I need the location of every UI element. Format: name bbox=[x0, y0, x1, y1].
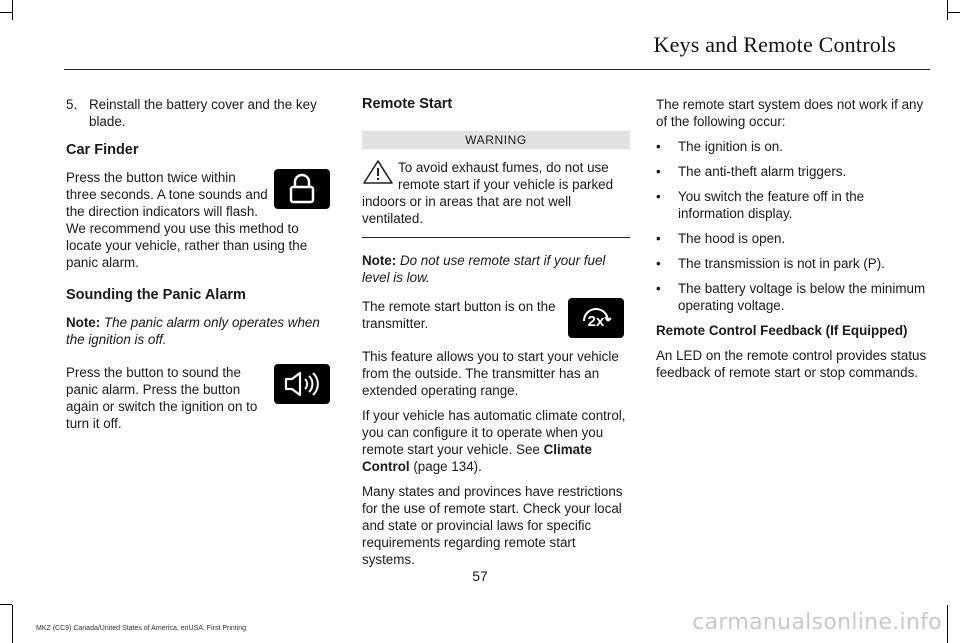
warning-banner: WARNING bbox=[362, 131, 630, 149]
header-rule bbox=[64, 69, 930, 70]
note-label: Note: bbox=[362, 253, 397, 268]
bullet: • bbox=[656, 231, 661, 246]
crop-mark-top-left-h bbox=[0, 12, 12, 13]
icon-label: 2x bbox=[587, 313, 605, 330]
remote-start-para-1: This feature allows you to start your vehicle from the outside. The transmitter has an extended operating range. bbox=[362, 349, 619, 398]
list-item-text: The ignition is on. bbox=[678, 139, 783, 154]
bullet: • bbox=[656, 189, 661, 204]
list-item bbox=[656, 163, 928, 180]
footer-edition: MKZ (CC9) Canada/United States of America, enUSA, First Printing bbox=[36, 625, 247, 632]
crop-mark-top-right-h bbox=[948, 12, 960, 13]
column-left bbox=[66, 96, 336, 440]
list-item bbox=[656, 188, 928, 222]
car-finder-text: Press the button twice within three seconds. A tone sounds and the direction indicators will flash. We recommend you use this method to locate your vehicle, rather than using the panic alarm. bbox=[66, 170, 308, 270]
remote-start-2x-icon bbox=[568, 298, 624, 338]
crop-mark-top-left-v bbox=[12, 0, 13, 20]
horn-icon bbox=[274, 364, 330, 404]
feedback-text: An LED on the remote control provides status feedback of remote start or stop commands. bbox=[656, 348, 927, 380]
panic-alarm-heading: Sounding the Panic Alarm bbox=[66, 287, 246, 303]
remote-button-text: The remote start button is on the transmitter. bbox=[362, 299, 556, 331]
warning-rule bbox=[362, 237, 630, 238]
page-title: Keys and Remote Controls bbox=[653, 32, 896, 57]
warning-triangle-icon bbox=[362, 159, 394, 185]
watermark: carmanualsonline.info bbox=[692, 610, 942, 635]
list-item bbox=[656, 255, 928, 272]
remote-start-para-3: Many states and provinces have restrictions for the use of remote start. Check your local and state or provincial laws for specific requirements regarding remote start systems. bbox=[362, 484, 623, 567]
panic-note bbox=[66, 314, 336, 348]
warning-text: To avoid exhaust fumes, do not use remote start if your vehicle is parked indoors or in areas that are not well ventilated. bbox=[362, 160, 614, 226]
para-2-text: If your vehicle has automatic climate control, you can configure it to operate when you remote start your vehicle. See bbox=[362, 408, 626, 457]
list-item-text: The transmission is not in park (P). bbox=[678, 256, 885, 271]
lock-icon bbox=[274, 169, 330, 209]
list-item bbox=[656, 230, 928, 247]
bullet: • bbox=[656, 139, 661, 154]
list-item bbox=[656, 138, 928, 155]
crop-mark-bottom-right-v bbox=[947, 605, 948, 643]
remote-start-para-2 bbox=[362, 407, 630, 475]
remote-start-note bbox=[362, 252, 630, 286]
list-item-text: You switch the feature off in the information display. bbox=[678, 189, 865, 221]
feedback-heading: Remote Control Feedback (If Equipped) bbox=[656, 323, 908, 338]
step-number: 5. bbox=[66, 97, 78, 112]
crop-mark-top-right-v bbox=[947, 0, 948, 20]
page-ref: (page 134). bbox=[413, 459, 482, 474]
step-text: Reinstall the battery cover and the key blade. bbox=[89, 97, 317, 129]
bullet: • bbox=[656, 256, 661, 271]
note-text: Do not use remote start if your fuel level is low. bbox=[362, 253, 606, 285]
list-item-text: The hood is open. bbox=[678, 231, 786, 246]
step-5 bbox=[66, 96, 336, 130]
panic-text: Press the button to sound the panic alarm. Press the button again or switch the ignition on to turn it off. bbox=[66, 365, 258, 431]
note-label: Note: bbox=[66, 315, 101, 330]
remote-start-heading: Remote Start bbox=[362, 96, 453, 112]
conditions-intro: The remote start system does not work if any of the following occur: bbox=[656, 97, 924, 129]
crop-mark-bottom-left-h bbox=[0, 604, 12, 605]
conditions-list bbox=[656, 138, 928, 314]
climate-control-link[interactable]: Climate Control bbox=[362, 442, 592, 474]
list-item-text: The battery voltage is below the minimum operating voltage. bbox=[678, 281, 926, 313]
crop-mark-bottom-left-v bbox=[12, 605, 13, 643]
list-item-text: The anti-theft alarm triggers. bbox=[678, 164, 847, 179]
list-item bbox=[656, 280, 928, 314]
bullet: • bbox=[656, 164, 661, 179]
note-text: The panic alarm only operates when the ignition is off. bbox=[66, 315, 320, 347]
column-middle bbox=[362, 96, 630, 576]
page-number: 57 bbox=[472, 568, 488, 584]
car-finder-heading: Car Finder bbox=[66, 142, 139, 158]
column-right bbox=[656, 96, 928, 389]
bullet: • bbox=[656, 281, 661, 296]
